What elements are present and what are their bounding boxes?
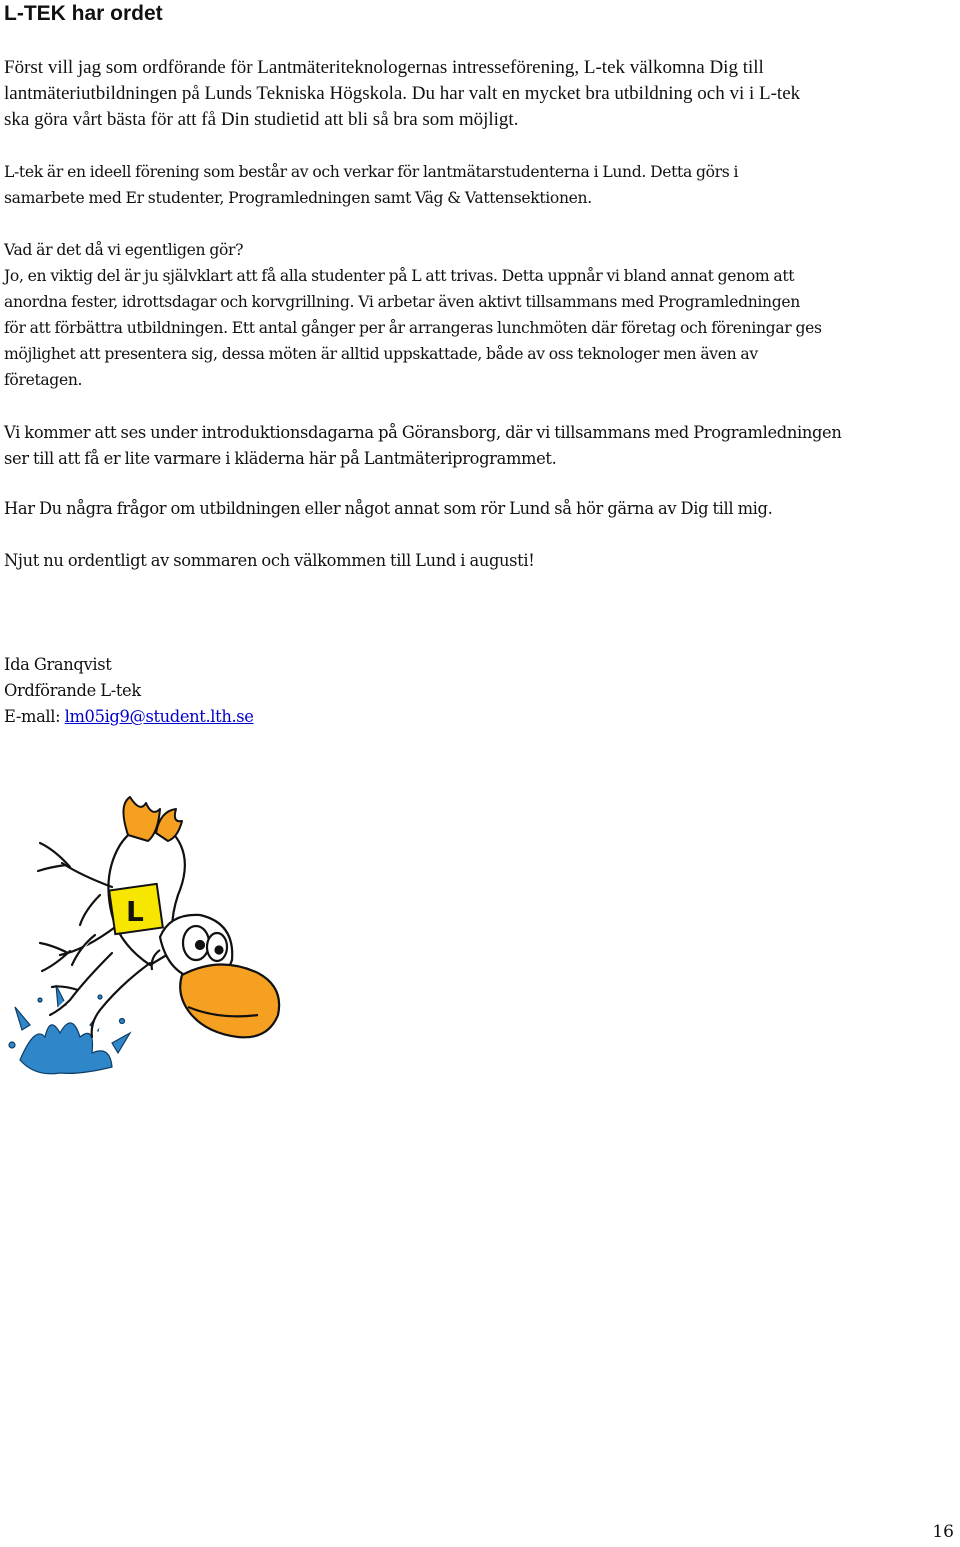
paragraph-line: anordna fester, idrottsdagar och korvgrillning. Vi arbetar även aktivt tillsammans med Programledningen <box>4 293 800 311</box>
email-label: E-mall: <box>4 707 65 726</box>
closing-paragraph <box>4 548 956 574</box>
paragraph-line: Vi kommer att ses under introduktionsdagarna på Göransborg, där vi tillsammans med Programledningen <box>4 423 842 442</box>
paragraph-line: för att förbättra utbildningen. Ett antal gånger per år arrangeras lunchmöten där företag och föreningar ges <box>4 319 822 337</box>
paragraph-line: Njut nu ordentligt av sommaren och välkommen till Lund i augusti! <box>4 551 535 570</box>
paragraph-line: företagen. <box>4 371 83 389</box>
about-paragraph <box>4 159 956 211</box>
signature-title: Ordförande L-tek <box>4 681 141 700</box>
diving-duck-illustration <box>0 775 450 1095</box>
page-heading: L-TEK har ordet <box>4 2 163 25</box>
email-link[interactable]: lm05ig9@student.lth.se <box>64 707 254 726</box>
paragraph-line: samarbete med Er studenter, Programledningen samt Väg & Vattensektionen. <box>4 189 592 207</box>
signature-block <box>4 652 956 730</box>
duck-feet <box>123 797 182 841</box>
questions-paragraph <box>4 496 956 522</box>
paragraph-line: L-tek är en ideell förening som består av och verkar för lantmätarstudenterna i Lund. Detta görs i <box>4 163 739 181</box>
paragraph-line: ska göra vårt bästa för att få Din studietid att bli så bra som möjligt. <box>4 109 519 130</box>
paragraph-line: möjlighet att presentera sig, dessa möten är alltid uppskattade, både av oss teknologer men även av <box>4 345 758 363</box>
introduction-paragraph <box>4 420 956 472</box>
signature-name: Ida Granqvist <box>4 655 112 674</box>
welcome-paragraph <box>4 55 954 133</box>
signature-email-row <box>4 704 956 730</box>
page-number: 16 <box>932 1522 954 1542</box>
paragraph-line: Jo, en viktig del är ju självklart att få alla studenter på L att trivas. Detta uppnår vi bland annat genom att <box>4 267 795 285</box>
l-badge <box>109 884 163 934</box>
paragraph-line: lantmäteriutbildningen på Lunds Tekniska Högskola. Du har valt en mycket bra utbildning och vi i L-tek <box>4 83 801 104</box>
paragraph-line: Har Du några frågor om utbildningen eller något annat som rör Lund så hör gärna av Dig till mig. <box>4 499 773 518</box>
paragraph-line: Vad är det då vi egentligen gör? <box>4 241 244 259</box>
paragraph-line: Först vill jag som ordförande för Lantmäteriteknologernas intresseförening, L-tek välkomna Dig till <box>4 57 764 78</box>
paragraph-line: ser till att få er lite varmare i kläderna här på Lantmäteriprogrammet. <box>4 449 557 468</box>
activities-paragraph <box>4 237 956 393</box>
duck-beak <box>180 964 279 1037</box>
badge-letter: L <box>126 895 144 928</box>
